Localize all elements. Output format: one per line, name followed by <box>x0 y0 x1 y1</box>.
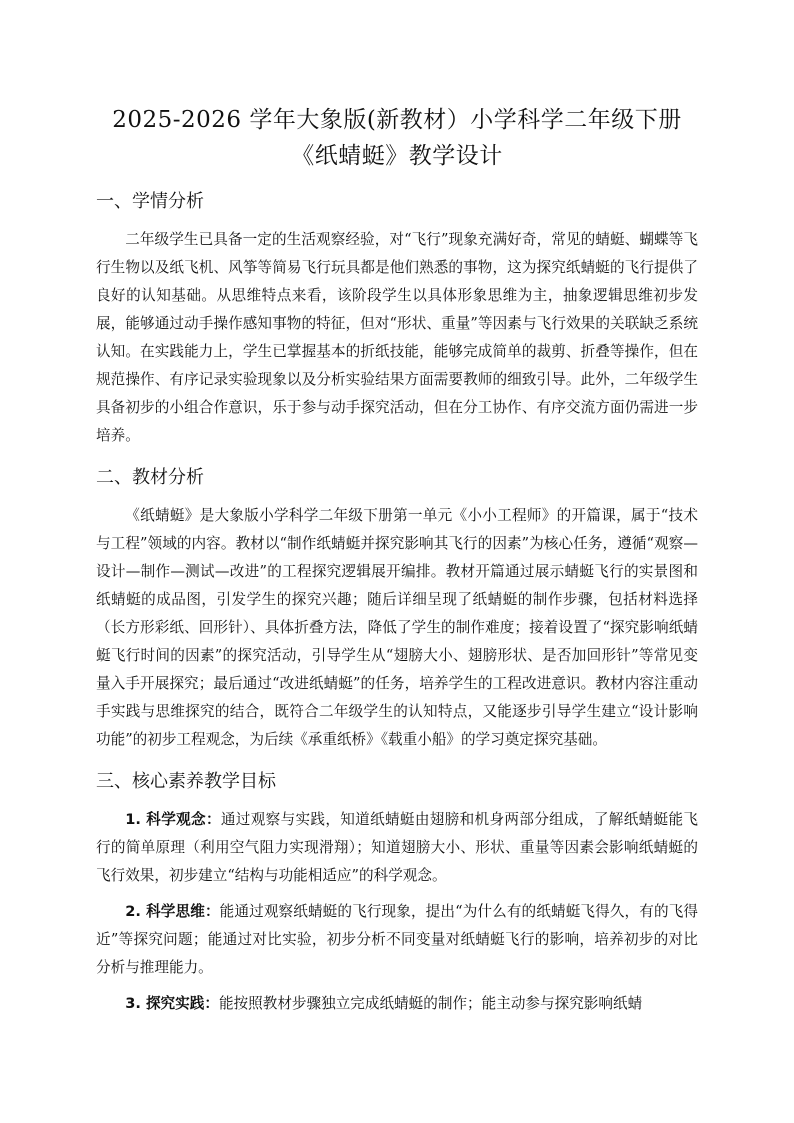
goal-label: 2. 科学思维： <box>125 903 220 920</box>
document-title: 2025-2026 学年大象版(新教材）小学科学二年级下册《纸蜻蜓》教学设计 <box>112 107 682 169</box>
paragraph: 二年级学生已具备一定的生活观察经验，对“飞行”现象充满好奇，常见的蜻蜓、蝴蝶等飞行生物以及纸飞机、风筝等简易飞行玩具都是他们熟悉的事物，这为探究纸蜻蜓的飞行提供了良好的认知基础。从思维特点来看，该阶段学生以具体形象思维为主，抽象逻辑思维初步发展，能够通过动手操作感知事物的特征，但对“形状、重量”等因素与飞行效果的关联缺乏系统认知。在实践能力上，学生已掌握基本的折纸技能，能够完成简单的裁剪、折叠等操作，但在规范操作、有序记录实验现象以及分析实验结果方面需要教师的细致引导。此外，二年级学生具备初步的小组合作意识，乐于参与动手探究活动，但在分工协作、有序交流方面仍需进一步培养。 <box>96 231 698 444</box>
section-heading: 一、学情分析 <box>96 191 204 212</box>
paragraph: 《纸蜻蜓》是大象版小学科学二年级下册第一单元《小小工程师》的开篇课，属于“技术与工程”领域的内容。教材以“制作纸蜻蜓并探究影响其飞行的因素”为核心任务，遵循“观察—设计—制作—测试—改进”的工程探究逻辑展开编排。教材开篇通过展示蜻蜓飞行的实景图和纸蜻蜓的成品图，引发学生的探究兴趣；随后详细呈现了纸蜻蜓的制作步骤，包括材料选择（长方形彩纸、回形针）、具体折叠方法，降低了学生的制作难度；接着设置了“探究影响纸蜻蜓飞行时间的因素”的探究活动，引导学生从“翅膀大小、翅膀形状、是否加回形针”等常见变量入手开展探究；最后通过“改进纸蜻蜓”的任务，培养学生的工程改进意识。教材内容注重动手实践与思维探究的结合，既符合二年级学生的认知特点，又能逐步引导学生建立“设计影响功能”的初步工程观念，为后续《承重纸桥》《载重小船》的学习奠定探究基础。 <box>96 507 698 748</box>
section-textbook-analysis <box>96 464 698 754</box>
goal-text: 能按照教材步骤独立完成纸蜻蜓的制作；能主动参与探究影响纸蜻 <box>218 995 643 1012</box>
goal-text: 能通过观察纸蜻蜓的飞行现象，提出“为什么有的纸蜻蜓飞得久，有的飞得近”等探究问题；能通过对比实验，初步分析不同变量对纸蜻蜓飞行的影响，培养初步的对比分析与推理能力。 <box>96 903 699 976</box>
section-student-analysis <box>96 188 698 450</box>
goal-label: 1. 科学观念： <box>125 811 221 828</box>
section-heading: 三、核心素养教学目标 <box>96 771 276 792</box>
goal-item <box>96 990 698 1018</box>
section-heading: 二、教材分析 <box>96 467 204 488</box>
goal-text: 通过观察与实践，知道纸蜻蜓由翅膀和机身两部分组成，了解纸蜻蜓能飞行的简单原理（利用空气阻力实现滑翔）；知道翅膀大小、形状、重量等因素会影响纸蜻蜓的飞行效果，初步建立“结构与功能相适应”的科学观念。 <box>96 811 698 884</box>
goal-item <box>96 806 698 890</box>
goal-label: 3. 探究实践： <box>125 995 219 1012</box>
document-page <box>96 102 698 1026</box>
goal-item <box>96 898 698 982</box>
section-teaching-goals <box>96 768 698 1018</box>
